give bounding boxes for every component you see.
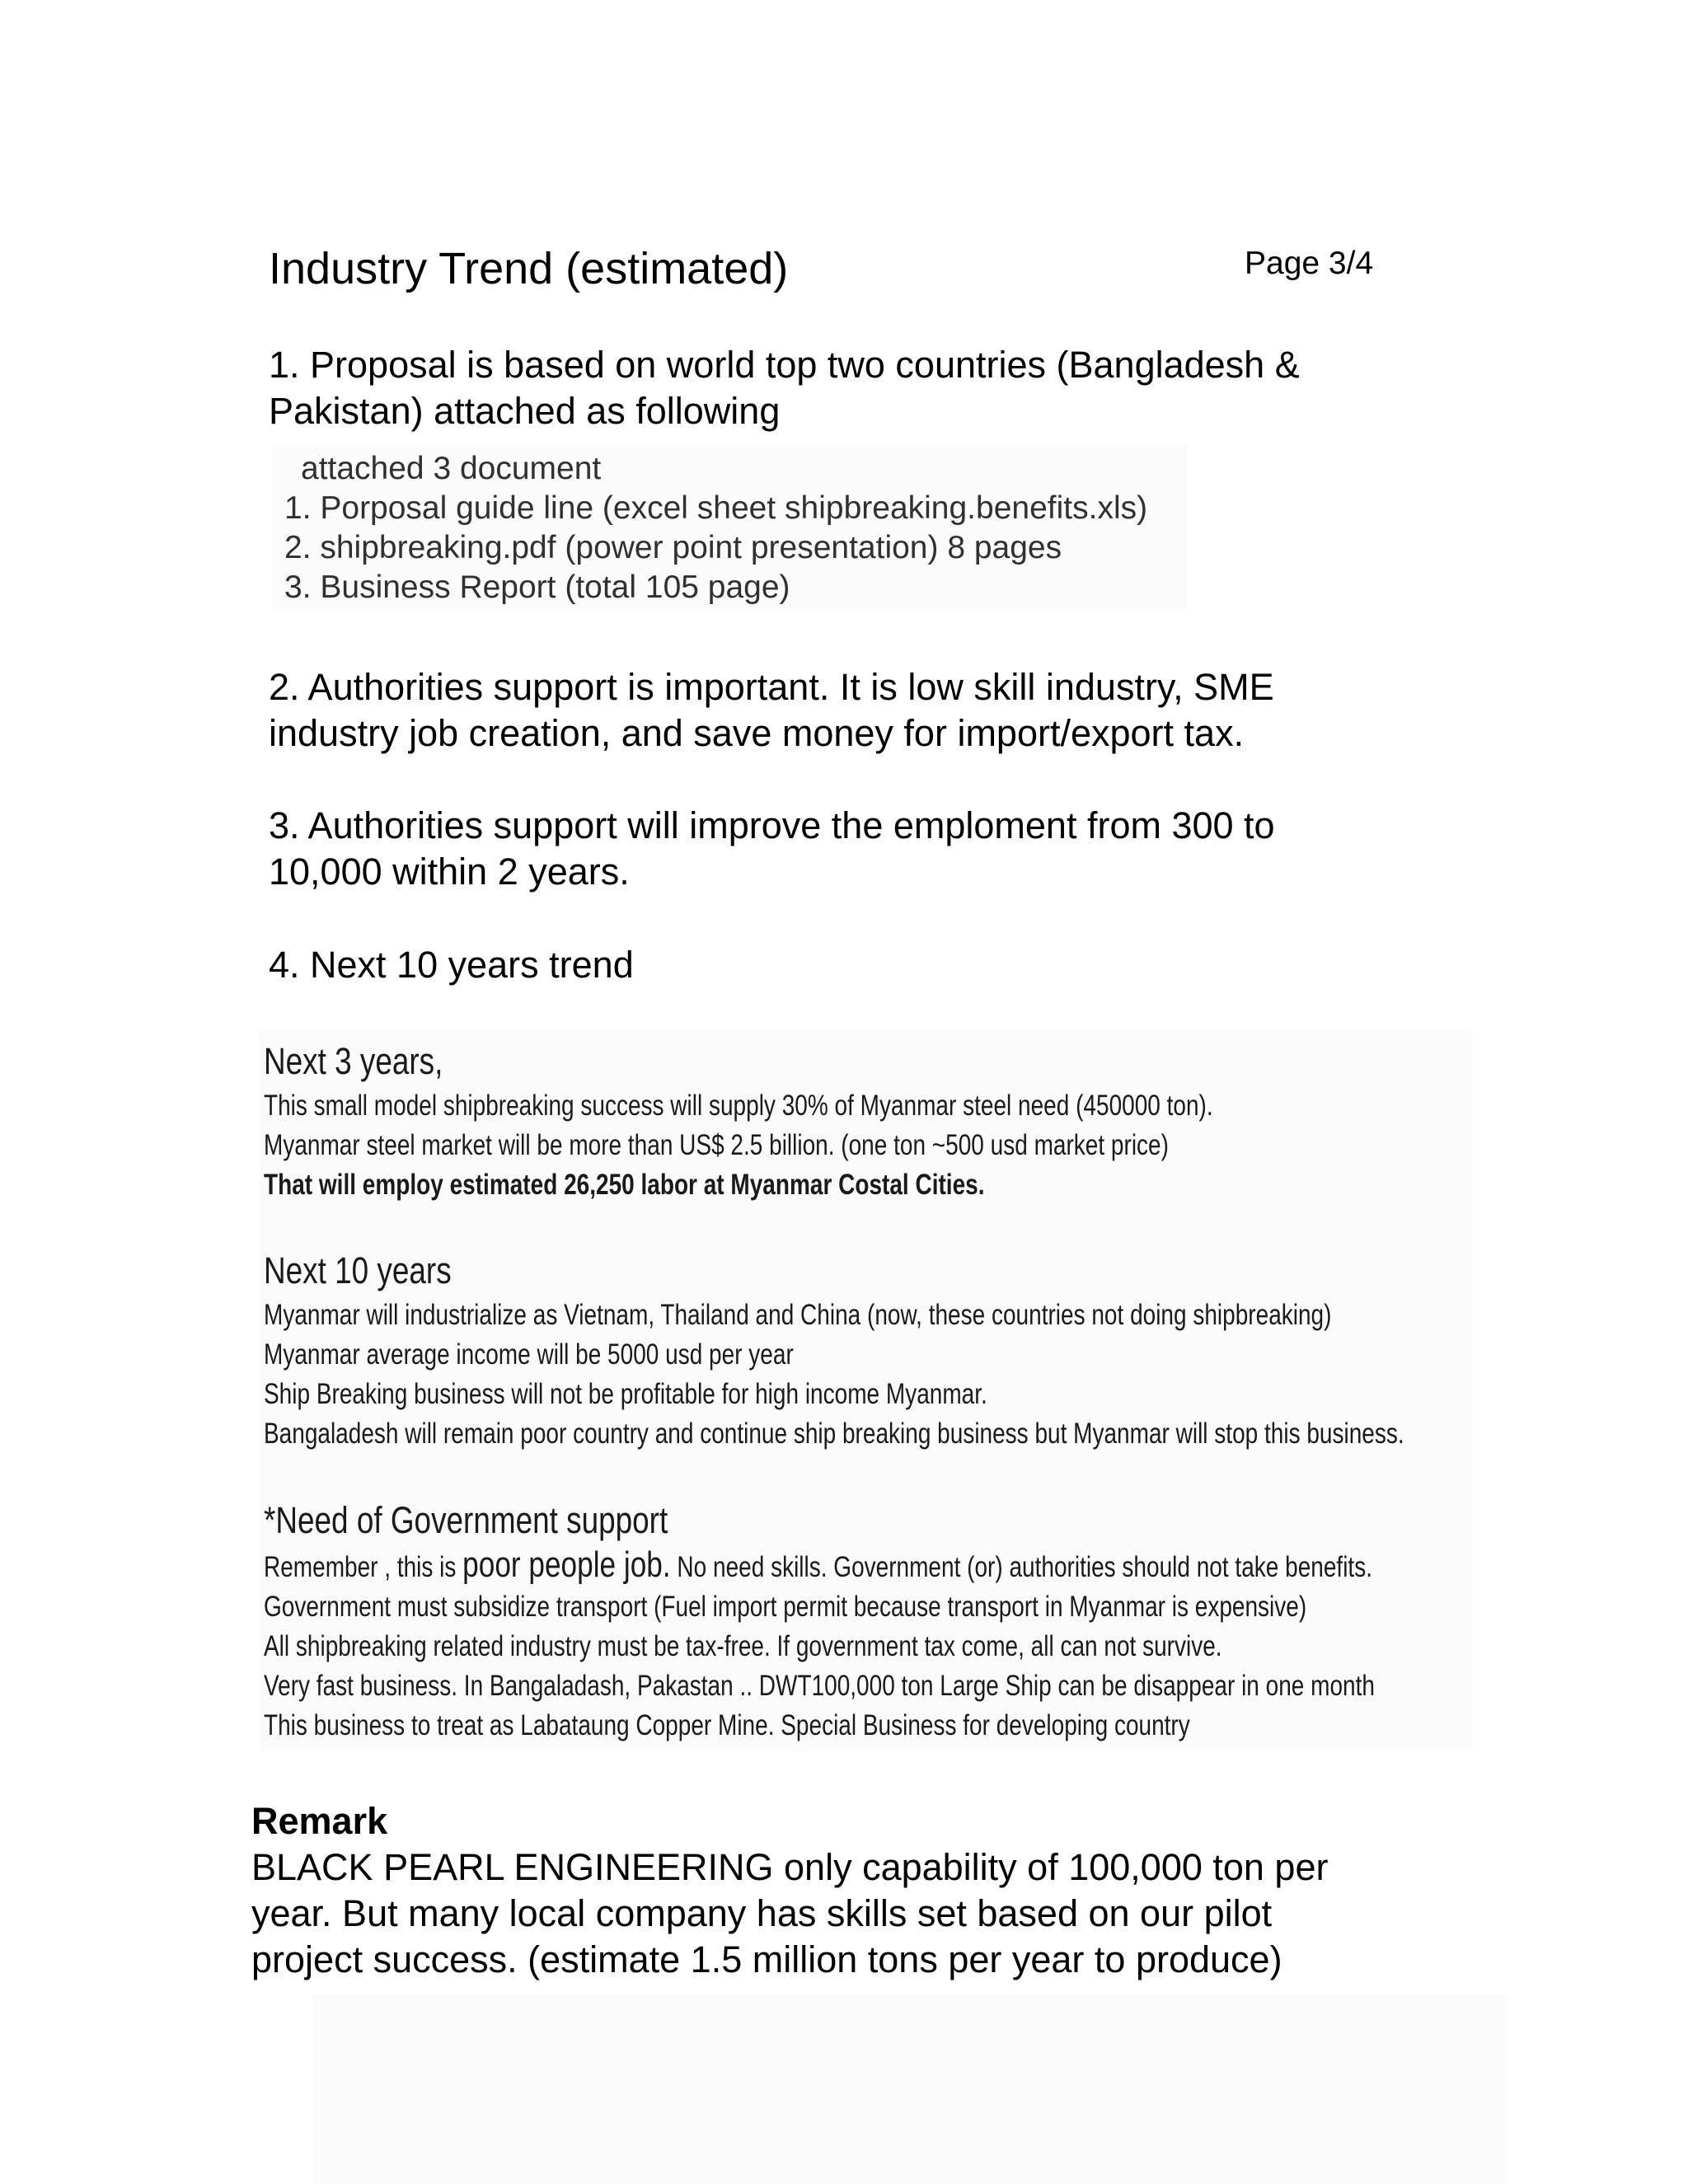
- point-2: [269, 664, 1439, 757]
- trend-next-10-years: [264, 1246, 1688, 1454]
- trend-next-3-years: [264, 1037, 1451, 1205]
- point-3: [269, 803, 1439, 895]
- gov-remember-suffix: No need skills. Government (or) authorities should not take benefits.: [670, 1551, 1372, 1583]
- trend-line: This small model shipbreaking success will supply 30% of Myanmar steel need (450000 ton).: [264, 1090, 1213, 1122]
- trend-line: Government must subsidize transport (Fuel import permit because transport in Myanmar is expensive): [264, 1591, 1307, 1623]
- attachment-item: 1. Porposal guide line (excel sheet shipbreaking.benefits.xls): [284, 490, 1148, 526]
- remark-body: [251, 1844, 1328, 1983]
- attachment-item: 2. shipbreaking.pdf (power point presentation) 8 pages: [284, 530, 1062, 565]
- trend-government-support: [264, 1496, 1653, 1746]
- attachment-item: 3. Business Report (total 105 page): [284, 569, 790, 605]
- point-1: [269, 342, 1439, 434]
- remark-heading: Remark: [251, 1800, 388, 1842]
- trend-line: This business to treat as Labataung Copper Mine. Special Business for developing country: [264, 1709, 1190, 1741]
- gov-remember-emphasis: poor people job.: [462, 1544, 671, 1585]
- point-4: [269, 942, 1439, 988]
- point-3-line: 10,000 within 2 years.: [269, 851, 630, 893]
- trend-line: Ship Breaking business will not be profitable for high income Myanmar.: [264, 1378, 987, 1410]
- point-1-line: 1. Proposal is based on world top two countries (Bangladesh &: [269, 344, 1300, 386]
- point-2-line: 2. Authorities support is important. It is low skill industry, SME: [269, 666, 1274, 708]
- trend-next-10-heading: Next 10 years: [264, 1249, 452, 1291]
- gov-support-heading: *Need of Government support: [264, 1499, 668, 1541]
- attachments-insert: [284, 449, 1147, 607]
- insert-shade-bottom: [313, 1994, 1508, 2184]
- trend-line: All shipbreaking related industry must be tax-free. If government tax come, all can not survive.: [264, 1630, 1222, 1662]
- point-4-line: 4. Next 10 years trend: [269, 944, 634, 986]
- attachments-heading: attached 3 document: [301, 451, 602, 486]
- trend-line: Bangaladesh will remain poor country and continue ship breaking business but Myanmar will stop this business.: [264, 1418, 1404, 1450]
- trend-line: Myanmar average income will be 5000 usd per year: [264, 1338, 794, 1371]
- point-3-line: 3. Authorities support will improve the emploment from 300 to: [269, 804, 1275, 846]
- gov-remember-line: [264, 1545, 1375, 1587]
- trend-line: Myanmar steel market will be more than US$ 2.5 billion. (one ton ~500 usd market price): [264, 1129, 1169, 1161]
- remark-line: project success. (estimate 1.5 million tons per year to produce): [251, 1938, 1282, 1980]
- trend-line: Myanmar will industrialize as Vietnam, Thailand and China (now, these countries not doing shipbreaking): [264, 1299, 1332, 1331]
- page-title: Industry Trend (estimated): [269, 244, 789, 293]
- remark-line: BLACK PEARL ENGINEERING only capability of 100,000 ton per: [251, 1846, 1329, 1888]
- point-1-line: Pakistan) attached as following: [269, 390, 781, 432]
- point-2-line: industry job creation, and save money for import/export tax.: [269, 712, 1245, 754]
- gov-remember-prefix: Remember , this is: [264, 1551, 463, 1583]
- trend-line: Very fast business. In Bangaladash, Pakastan .. DWT100,000 ton Large Ship can be disappear in one month: [264, 1670, 1375, 1702]
- trend-next-3-heading: Next 3 years,: [264, 1040, 443, 1082]
- trend-line-bold: That will employ estimated 26,250 labor at Myanmar Costal Cities.: [264, 1169, 985, 1201]
- remark-line: year. But many local company has skills set based on our pilot: [251, 1892, 1273, 1934]
- page-number: Page 3/4: [1245, 246, 1374, 281]
